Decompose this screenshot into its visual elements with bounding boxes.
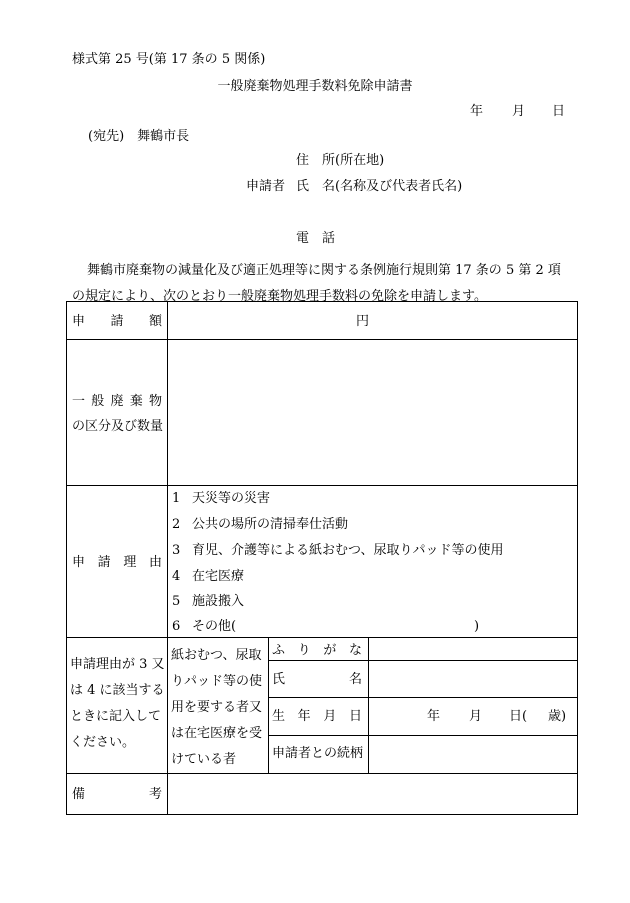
- subsection-divider-1: [268, 637, 269, 773]
- dob-month[interactable]: 月: [469, 709, 483, 724]
- reason-option-2[interactable]: 2 公共の場所の清掃奉仕活動: [172, 517, 349, 532]
- category-input-area[interactable]: [168, 340, 577, 485]
- sub-divider-2: [268, 697, 578, 698]
- date-year[interactable]: 年: [470, 104, 484, 119]
- subsection-subject: 紙おむつ、尿取 りパッド等の使 用を要する者又 は在宅医療を受 けている者: [171, 648, 263, 767]
- reason-option-4[interactable]: 4 在宅医療: [172, 569, 245, 584]
- address-label: 住 所(所在地): [296, 153, 385, 168]
- amount-label: 申 請 額: [72, 314, 162, 329]
- remarks-label: 備 考: [72, 787, 162, 802]
- reason-option-1[interactable]: 1 天災等の災害: [172, 491, 271, 506]
- form-number: 様式第 25 号(第 17 条の 5 関係): [72, 52, 266, 67]
- dob-day[interactable]: 日(: [509, 709, 528, 724]
- relation-input[interactable]: [369, 736, 577, 773]
- date-day[interactable]: 日: [552, 104, 566, 119]
- reason-other-close: ): [474, 619, 480, 634]
- name-input[interactable]: [369, 661, 577, 697]
- furigana-input[interactable]: [369, 638, 577, 660]
- remarks-input[interactable]: [168, 774, 577, 814]
- reason-option-6[interactable]: 6 その他(: [172, 619, 237, 634]
- category-label-line2: の区分及び数量: [72, 419, 164, 434]
- dob-label: 生 年 月 日: [272, 709, 362, 724]
- form-title: 一般廃棄物処理手数料免除申請書: [217, 79, 413, 94]
- phone-label: 電 話: [296, 231, 336, 246]
- reason-option-3[interactable]: 3 育児、介護等による紙おむつ、尿取りパッド等の使用: [172, 543, 504, 558]
- subsection-instruction: 申請理由が 3 又 は 4 に該当する ときに記入して ください。: [70, 657, 165, 750]
- addressee: (宛先) 舞鶴市長: [88, 129, 190, 144]
- name-label: 氏 名: [272, 672, 362, 687]
- amount-unit: 円: [356, 314, 370, 329]
- amount-input-area[interactable]: [168, 302, 577, 339]
- category-label-line1: 一 般 廃 棄 物: [72, 394, 162, 409]
- dob-age[interactable]: 歳): [548, 709, 567, 724]
- date-month[interactable]: 月: [512, 104, 526, 119]
- row-divider-2: [66, 485, 578, 486]
- furigana-label: ふ り が な: [272, 643, 362, 658]
- relation-label: 申請者との続柄: [272, 746, 364, 761]
- intro-line-2: の規定により、次のとおり一般廃棄物処理手数料の免除を申請します。: [72, 289, 487, 304]
- reason-option-5[interactable]: 5 施設搬入: [172, 594, 245, 609]
- dob-year[interactable]: 年: [427, 709, 441, 724]
- reason-other-input[interactable]: [236, 616, 472, 634]
- intro-line-1: 舞鶴市廃棄物の減量化及び適正処理等に関する条例施行規則第 17 条の 5 第 2 項: [87, 263, 561, 278]
- reason-label: 申 請 理 由: [72, 555, 162, 570]
- applicant-prefix: 申請者: [246, 179, 286, 194]
- applicant-name-label: 氏 名(名称及び代表者氏名): [296, 179, 463, 194]
